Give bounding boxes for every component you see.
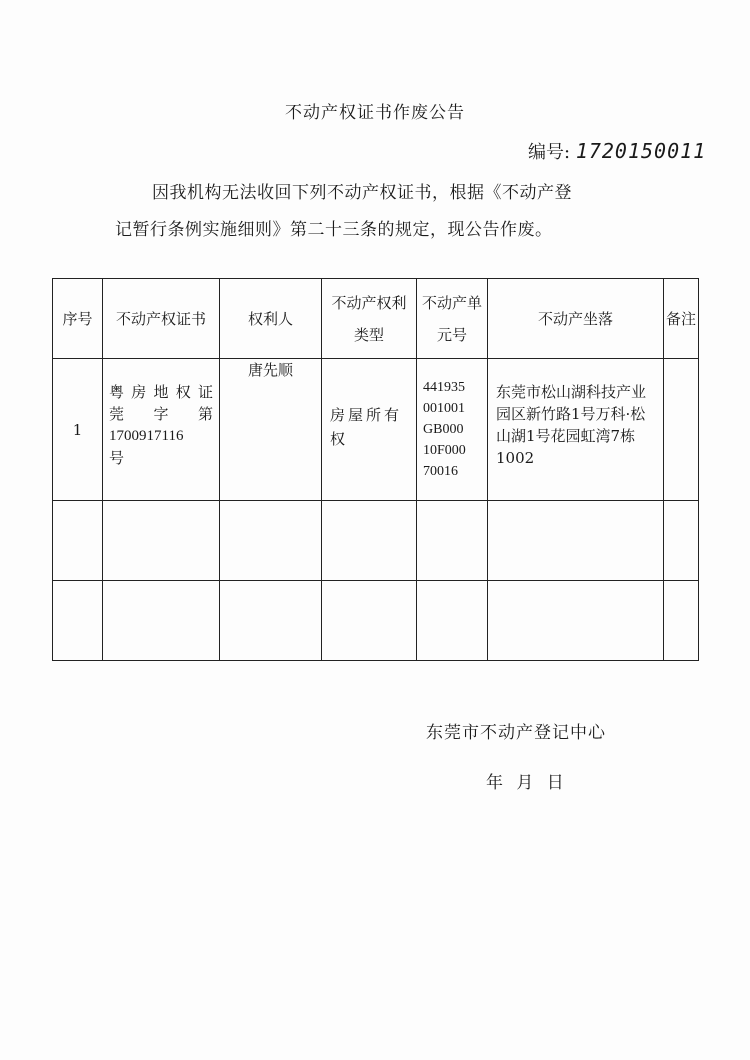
certificate-line-4: 号 [109,449,125,467]
table-header-row [53,279,699,359]
notice-paragraph-line-1: 因我机构无法收回下列不动产权证书，根据《不动产登 [152,183,572,203]
document-number [528,138,706,164]
header-unit-number [417,279,488,359]
cell-remark [664,359,699,501]
unit-number-line-2: 001001 [423,401,465,416]
table-row [53,501,699,581]
document-number-value: 1720150011 [575,139,707,163]
header-right-type-line-2: 类型 [353,325,384,344]
header-right-type-line-1: 不动产权利 [331,293,407,312]
document-title: 不动产权证书作废公告 [285,103,465,123]
header-unit-number-line-1: 不动产单 [421,293,482,312]
certificate-line-3: 1700917116 [109,428,184,444]
cell-seq: 1 [53,359,103,501]
header-seq: 序号 [53,279,103,359]
cell-unit-number [417,359,488,501]
cell-certificate [103,359,220,501]
right-type-text: 房屋所有权 [330,406,403,448]
unit-number-line-4: 10F000 [423,443,466,458]
notice-paragraph-line-2: 记暂行条例实施细则》第二十三条的规定，现公告作废。 [115,220,553,240]
unit-number-line-1: 441935 [423,380,465,395]
certificate-line-1: 粤房地权证 [109,383,213,401]
header-location: 不动产坐落 [488,279,664,359]
table-row [53,581,699,661]
location-text: 东莞市松山湖科技产业园区新竹路1号万科·松山湖1号花园虹湾7栋1002 [496,383,647,467]
header-unit-number-line-2: 元号 [436,325,467,344]
header-right-type [322,279,417,359]
unit-number-line-5: 70016 [423,464,458,479]
header-certificate: 不动产权证书 [103,279,220,359]
cell-location [488,359,664,501]
signature-date: 年 月 日 [486,773,564,793]
cell-owner: 唐先顺 [220,359,322,501]
table-row [53,359,699,501]
document-number-label: 编号: [528,142,571,163]
issuing-organization: 东莞市不动产登记中心 [426,723,606,743]
cell-right-type [322,359,417,501]
header-owner: 权利人 [220,279,322,359]
certificate-line-2: 莞字第 [109,405,213,423]
header-remark: 备注 [664,279,699,359]
void-certificate-table [52,278,699,661]
unit-number-line-3: GB000 [423,422,464,437]
